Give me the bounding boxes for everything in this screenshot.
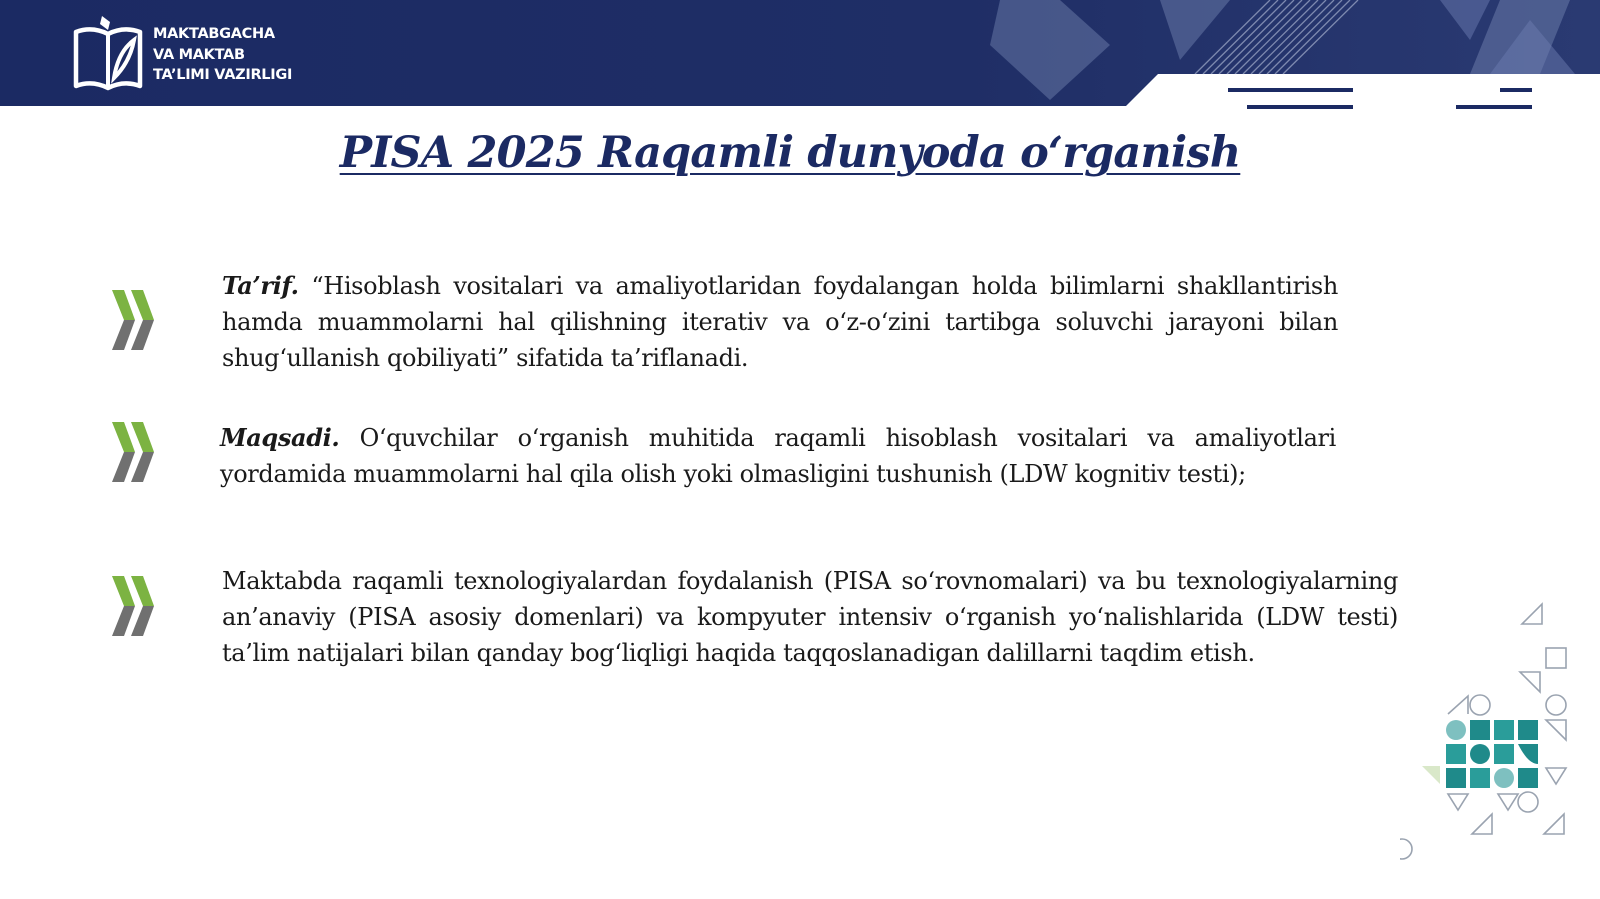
definition-text: “Hisoblash vositalari va amaliyotlaridan foydalangan holda bilimlarni shakllantirish hamda muammolarni hal qilishning iterativ va oʻz-oʻzini tartibga soluvchi jarayoni bilan shugʻullanish qobiliyati” sifatida ta’riflanadi. xyxy=(222,272,1338,372)
double-chevron-icon xyxy=(110,288,158,352)
logo-line-3: TA’LIMI VAZIRLIGI xyxy=(153,67,293,83)
definition-paragraph xyxy=(222,268,1338,376)
evidence-text: Maktabda raqamli texnologiyalardan foydalanish (PISA soʻrovnomalari) va bu texnologiyalarning an’anaviy (PISA asosiy domenlari) va kompyuter intensiv oʻrganish yoʻnalishlarida (LDW testi) ta’lim natijalari bilan qanday bogʻliqligi haqida taqqoslanadigan dalillarni taqdim etish. xyxy=(222,567,1398,667)
logo-line-2: VA MAKTAB xyxy=(153,46,245,63)
slide-title: PISA 2025 Raqamli dunyoda oʻrganish xyxy=(339,128,1241,178)
double-chevron-icon xyxy=(110,574,158,638)
evidence-paragraph xyxy=(222,563,1398,671)
definition-lead: Ta’rif. xyxy=(222,271,299,300)
logo-line-1: MAKTABGACHA xyxy=(153,26,275,42)
purpose-lead: Maqsadi. xyxy=(220,423,340,452)
purpose-text: Oʻquvchilar oʻrganish muhitida raqamli hisoblash vositalari va amaliyotlari yordamida muammolarni hal qila olish yoki olmasligini tushunish (LDW kognitiv testi); xyxy=(220,424,1336,488)
double-chevron-icon xyxy=(110,420,158,484)
geometric-pattern-decoration xyxy=(1400,600,1600,899)
decorative-lines xyxy=(0,0,1600,120)
purpose-paragraph xyxy=(220,420,1336,492)
